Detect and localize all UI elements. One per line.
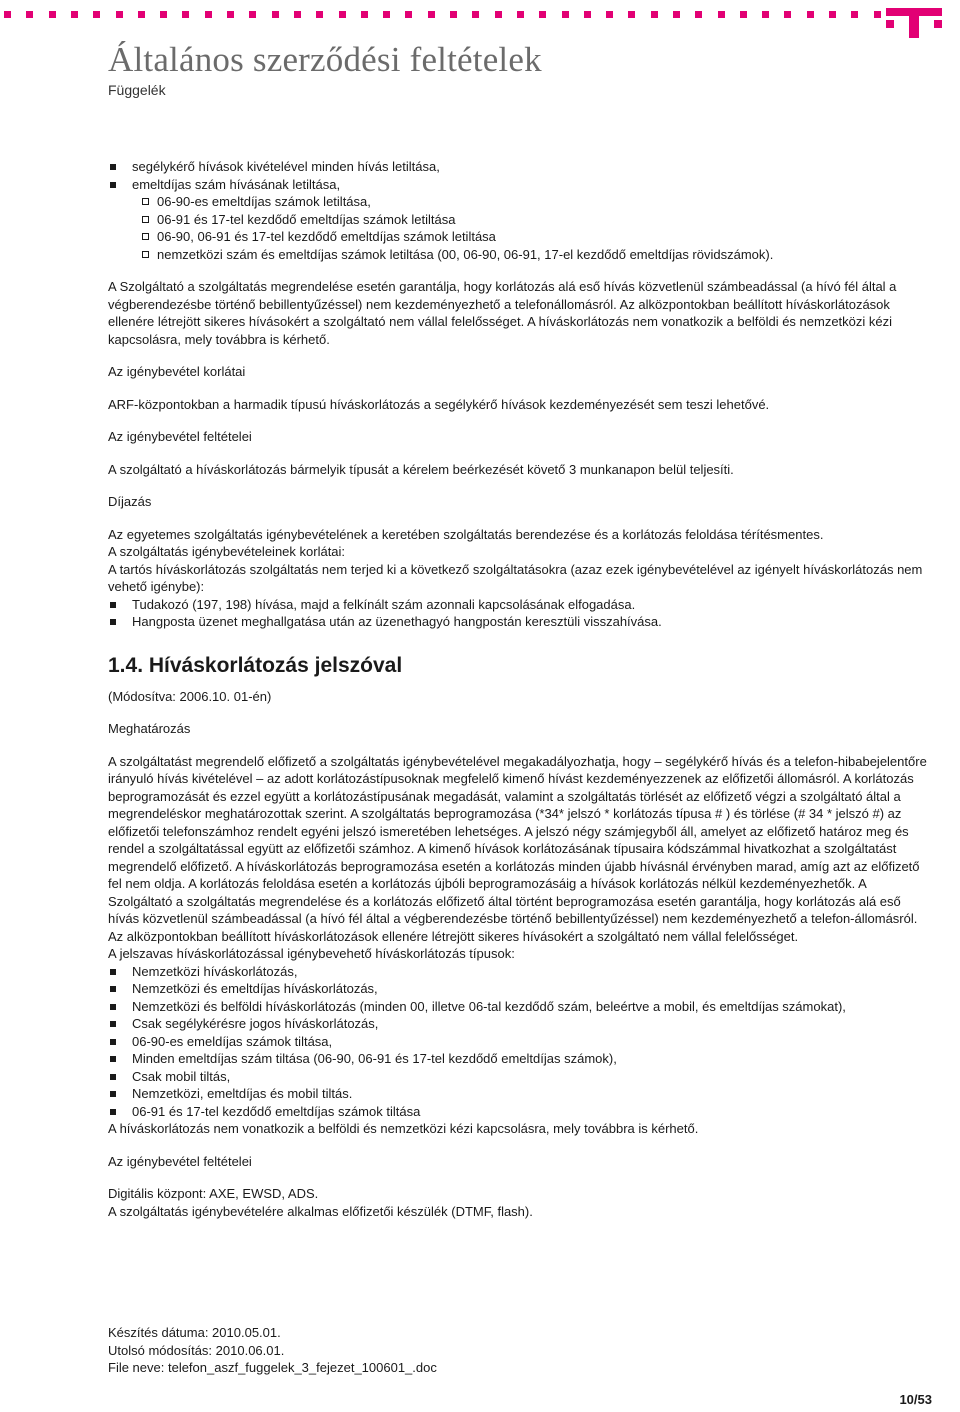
heading-conditions: Az igénybevétel feltételei [108, 429, 252, 444]
excluded-services-list [108, 596, 928, 631]
header-dot [517, 11, 524, 18]
header-dot [718, 11, 725, 18]
header-dot [495, 11, 502, 18]
restriction-types-list [108, 963, 928, 1121]
list-item: Minden emeltdíjas szám tiltása (06-90, 06-91 és 17-tel kezdődő emeltdíjas számok), [108, 1050, 928, 1068]
file-name: File neve: telefon_aszf_fuggelek_3_fejezet_100601_.doc [108, 1360, 437, 1375]
header-dot [874, 11, 881, 18]
header-dot [249, 11, 256, 18]
list-item: Csak segélykérésre jogos híváskorlátozás, [108, 1015, 928, 1033]
header-dot [93, 11, 100, 18]
header-dot [562, 11, 569, 18]
header-dot [405, 11, 412, 18]
list-item: segélykérő hívások kivételével minden hívás letiltása, [108, 158, 928, 176]
header-dot [49, 11, 56, 18]
header-dot [71, 11, 78, 18]
premium-restriction-sublist [108, 193, 928, 263]
header-dot [762, 11, 769, 18]
header-dot [740, 11, 747, 18]
fees-paragraph: Az egyetemes szolgáltatás igénybevételének a keretében szolgáltatás berendezése és a korlátozás feloldása térítésmentes. [108, 526, 824, 542]
list-item: nemzetközi szám és emeltdíjas számok letiltása (00, 06-90, 06-91, 17-el kezdődő emeltdíjas rövidszámok). [140, 246, 928, 264]
document-body [108, 158, 928, 1220]
header-dot [606, 11, 613, 18]
header-dot [851, 11, 858, 18]
list-item: 06-90, 06-91 és 17-tel kezdődő emeltdíjas számok letiltása [140, 228, 928, 246]
header-dot [784, 11, 791, 18]
list-item: Nemzetközi és emeltdíjas híváskorlátozás, [108, 980, 928, 998]
document-footer [108, 1324, 437, 1377]
list-item: Hangposta üzenet meghallgatása után az üzenethagyó hangpostán keresztüli visszahívása. [108, 613, 928, 631]
header-dot [628, 11, 635, 18]
heading-limitations: Az igénybevétel korlátai [108, 364, 246, 379]
header-dot [428, 11, 435, 18]
guarantee-paragraph: A Szolgáltató a szolgáltatás megrendelése esetén garantálja, hogy korlátozás alá eső hívás közvetlenül számbeadással (a hívó fél által a végberendezésbe történő bebillentyűzéssel) nem kezdeményezhető a telefonállomásról. Az alközpontokban beállított híváskorlátozások ellenére létrejött sikeres hívásokért a szolgáltató nem vállal felelősséget. A híváskorlátozás nem vonatkozik a belföldi és nemzetközi kézi kapcsolásra, mely továbbra is kérhető. [108, 279, 897, 347]
list-item: Nemzetközi híváskorlátozás, [108, 963, 928, 981]
conditions-line: Digitális központ: AXE, EWSD, ADS. [108, 1186, 319, 1201]
list-item: 06-91 és 17-tel kezdődő emeltdíjas számok letiltása [140, 211, 928, 229]
header-dot [138, 11, 145, 18]
modified-date: Utolsó módosítás: 2010.06.01. [108, 1342, 285, 1358]
list-item: 06-90-es emeldíjas számok tiltása, [108, 1033, 928, 1051]
page-title: Általános szerződési feltételek [108, 40, 542, 79]
header-dot [339, 11, 346, 18]
restriction-list [108, 158, 928, 193]
list-item: 06-91 és 17-tel kezdődő emeltdíjas számok tiltása [108, 1103, 928, 1121]
list-item: Nemzetközi és belföldi híváskorlátozás (minden 00, illetve 06-tal kezdődő szám, beleértve a mobil, és emeltdíjas számokat), [108, 998, 928, 1016]
header-dot [4, 11, 11, 18]
header-dot [160, 11, 167, 18]
header-dot [472, 11, 479, 18]
header-dot [272, 11, 279, 18]
page-subtitle: Függelék [108, 82, 166, 98]
header-dot [539, 11, 546, 18]
header-dot [584, 11, 591, 18]
header-dot [227, 11, 234, 18]
conditions-line: A szolgáltatás igénybevételére alkalmas előfizetői készülék (DTMF, flash). [108, 1203, 533, 1219]
section-title: 1.4. Híváskorlátozás jelszóval [108, 653, 403, 677]
header-dot [361, 11, 368, 18]
header-dot [695, 11, 702, 18]
header-dot [205, 11, 212, 18]
header-dot [673, 11, 680, 18]
manual-switching-note: A híváskorlátozás nem vonatkozik a belföldi és nemzetközi kézi kapcsolásra, mely továbbra is kérhető. [108, 1121, 699, 1136]
types-intro: A jelszavas híváskorlátozással igénybevehető híváskorlátozás típusok: [108, 946, 515, 961]
header-dot [651, 11, 658, 18]
heading-conditions-2: Az igénybevétel feltételei [108, 1153, 252, 1169]
modified-note: (Módosítva: 2006.10. 01-én) [108, 688, 272, 704]
header-dot [182, 11, 189, 18]
header-dot [26, 11, 33, 18]
header-dot [316, 11, 323, 18]
header-dot-row [0, 11, 878, 19]
heading-fees: Díjazás [108, 494, 152, 509]
conditions-paragraph: A szolgáltató a híváskorlátozás bármelyik típusát a kérelem beérkezését követő 3 munkanapon belül teljesíti. [108, 461, 734, 477]
list-item: Nemzetközi, emeltdíjas és mobil tiltás. [108, 1085, 928, 1103]
header-dot [294, 11, 301, 18]
created-date: Készítés dátuma: 2010.05.01. [108, 1325, 281, 1340]
header-dot [807, 11, 814, 18]
telekom-logo [886, 0, 942, 40]
list-item: emeltdíjas szám hívásának letiltása, [108, 176, 928, 194]
header-dot [829, 11, 836, 18]
list-item: Tudakozó (197, 198) hívása, majd a felkínált szám azonnali kapcsolásának elfogadása. [108, 596, 928, 614]
page-number: 10/53 [899, 1392, 932, 1407]
fees-paragraph: A szolgáltatás igénybevételeinek korlátai: [108, 544, 346, 559]
header-dot [450, 11, 457, 18]
fees-paragraph: A tartós híváskorlátozás szolgáltatás nem terjed ki a következő szolgáltatásokra (azaz ezek igénybevételével az igényelt híváskorlátozás nem vehető igénybe): [108, 561, 923, 594]
limitations-paragraph: ARF-központokban a harmadik típusú híváskorlátozás a segélykérő hívások kezdeményezését sem teszi lehetővé. [108, 396, 770, 412]
header-dot [383, 11, 390, 18]
list-item: 06-90-es emeltdíjas számok letiltása, [140, 193, 928, 211]
definition-paragraph: A szolgáltatást megrendelő előfizető a szolgáltatás igénybevételével megakadályozhatja, hogy – segélykérő hívás és a telefon-hibabejelentőre irányuló hívás kivételével – az adott korlátozástípusoknak megfelelő kimenő hívást kezdeményezzenek az előfizetői állomásról. A korlátozás beprogramozását és ezzel együtt a korlátozástípusának megadását, valamint a szolgáltatás törlését az előfizető végzi a szolgáltató által a megrendeléskor meghatározottak szerint. A szolgáltatás beprogramozása (*34* jelszó * korlátozás típusa # ) és törlése (# 34 * jelszó #) az előfizetői telefonszámhoz rendelt egyéni jelszó ismeretében lehetséges. A jelszó négy számjegyből áll, amelyet az előfizető határoz meg és rendel a szolgáltatással együtt az előfizetői számhoz. A kimenő hívások korlátozásának típusaira kódszámmal hivatkozhat a szolgáltatást megrendelő előfizető. A híváskorlátozás beprogramozása esetén a korlátozás minden újabb hívásnál érvényben marad, amíg azt az előfizető fel nem oldja. A korlátozás feloldása esetén a korlátozás újbóli beprogramozásáig a hívások korlátozás nélkül kezdeményezhetők. A Szolgáltató a szolgáltatás megrendelése és a korlátozás előfizető által történt beprogramozása esetén garantálja, hogy korlátozás alá eső hívás közvetlenül számbeadással (a hívó fél által a végberendezésbe történő bebillentyűzéssel) nem kezdeményezhető a telefon-állomásról. Az alközpontokban beállított híváskorlátozások ellenére létrejött sikeres hívásokért a szolgáltató nem vállal felelősséget. [108, 753, 927, 944]
header-dot [116, 11, 123, 18]
heading-definition: Meghatározás [108, 721, 191, 736]
list-item: Csak mobil tiltás, [108, 1068, 928, 1086]
